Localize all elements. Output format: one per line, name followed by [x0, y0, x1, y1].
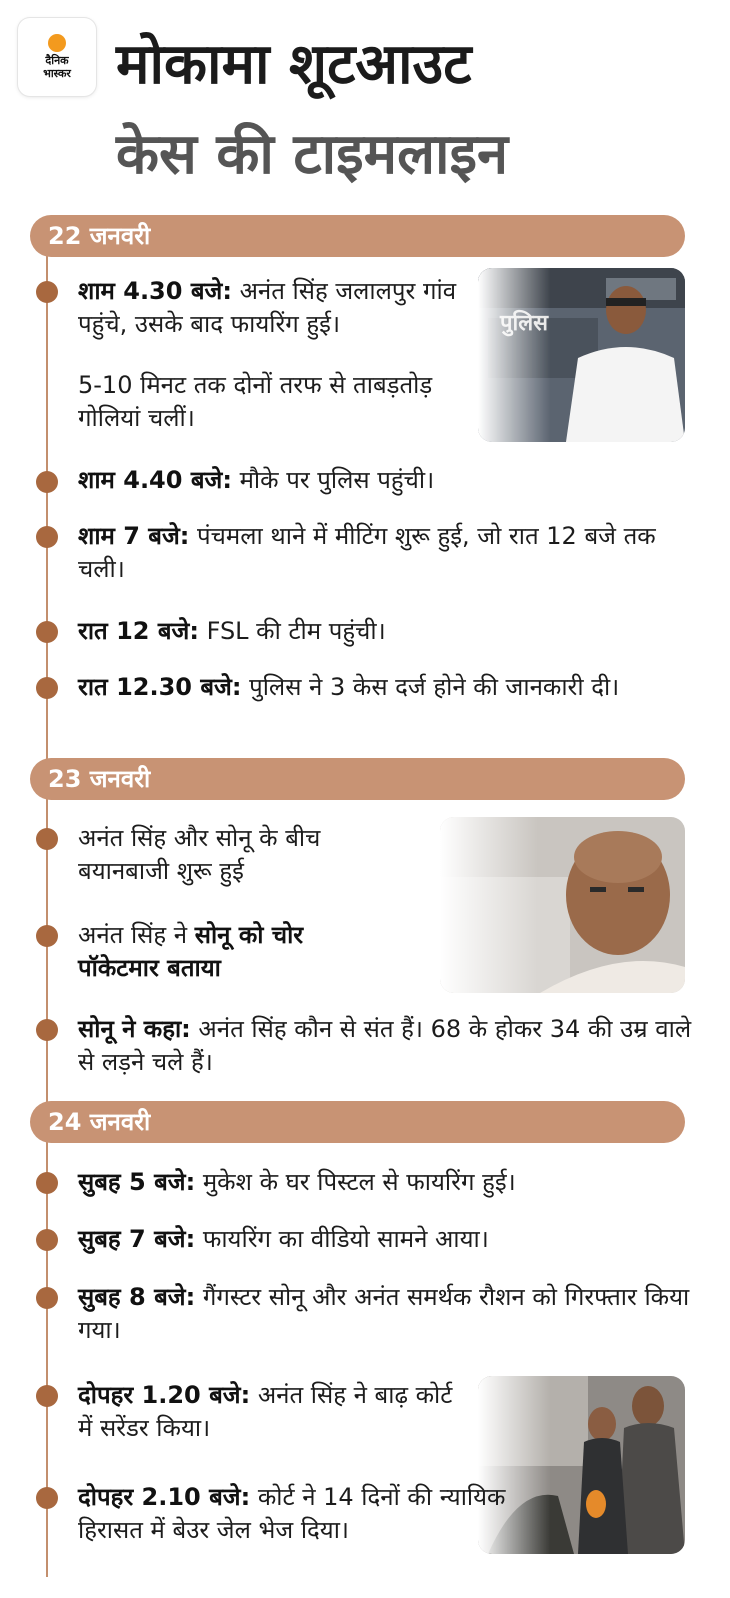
event-text: पुलिस ने 3 केस दर्ज होने की जानकारी दी।: [241, 673, 620, 701]
timeline-dot: [36, 1172, 58, 1194]
event-time: शाम 4.30 बजे:: [78, 277, 232, 305]
timeline-dot: [36, 677, 58, 699]
event-time: शाम 4.40 बजे:: [78, 466, 232, 494]
event-7pm: [78, 520, 698, 586]
event-12-30am: [78, 671, 698, 704]
event-anant-calls-sonu-thief: [78, 919, 388, 985]
timeline-dot: [36, 1487, 58, 1509]
logo-text-line2: भास्कर: [43, 67, 71, 80]
day-header-24-january: 24 जनवरी: [30, 1101, 685, 1143]
event-time: सुबह 5 बजे:: [78, 1168, 196, 1196]
event-2-10pm: [78, 1481, 518, 1547]
event-time: सोनू ने कहा:: [78, 1015, 191, 1043]
event-text: पंचमला थाने में मीटिंग शुरू हुई, जो रात 12 बजे तक चली।: [78, 522, 656, 583]
logo-text-line1: दैनिक: [45, 54, 69, 67]
timeline-dot: [36, 925, 58, 947]
event-text: अनंत सिंह ने: [78, 921, 195, 949]
event-5am: [78, 1166, 698, 1199]
timeline-dot: [36, 621, 58, 643]
event-time: सुबह 7 बजे:: [78, 1225, 196, 1253]
event-time: रात 12 बजे:: [78, 617, 199, 645]
event-4-30pm: [78, 275, 498, 341]
event-text: अनंत सिंह ने बाढ़ कोर्ट में सरेंडर किया।: [78, 1381, 453, 1442]
timeline-dot: [36, 526, 58, 548]
timeline-dot: [36, 281, 58, 303]
event-text: मुकेश के घर पिस्टल से फायरिंग हुई।: [195, 1168, 516, 1196]
event-text: फायरिंग का वीडियो सामने आया।: [195, 1225, 489, 1253]
timeline-dot: [36, 1385, 58, 1407]
page-title-line2: केस की टाइमलाइन: [116, 122, 509, 187]
timeline-line: [46, 232, 48, 1577]
event-text: FSL की टीम पहुंची।: [198, 617, 386, 645]
event-1-20pm: [78, 1379, 458, 1445]
sun-icon: [48, 34, 66, 52]
photo-anant-singh-police-van: [478, 268, 685, 442]
event-time: सुबह 8 बजे:: [78, 1283, 196, 1311]
event-text: मौके पर पुलिस पहुंची।: [231, 466, 435, 494]
event-time: दोपहर 1.20 बजे:: [78, 1381, 251, 1409]
event-12am: [78, 615, 678, 648]
timeline-dot: [36, 1229, 58, 1251]
event-time: शाम 7 बजे:: [78, 522, 190, 550]
event-text: गैंगस्टर सोनू और अनंत समर्थक रौशन को गिरफ्तार किया गया।: [78, 1283, 690, 1344]
event-text: अनंत सिंह कौन से संत हैं। 68 के होकर 34 की उम्र वाले से लड़ने चले हैं।: [78, 1015, 692, 1076]
timeline-dot: [36, 1019, 58, 1041]
dainik-bhaskar-logo: [18, 18, 96, 96]
photo-sonu: [440, 817, 685, 993]
event-4-40pm: [78, 464, 678, 497]
event-text: अनंत सिंह जलालपुर गांव पहुंचे, उसके बाद फायरिंग हुई।: [78, 277, 457, 338]
event-time: दोपहर 2.10 बजे:: [78, 1483, 251, 1511]
timeline-dot: [36, 1287, 58, 1309]
event-7am: [78, 1223, 698, 1256]
event-text-bold: सोनू को चोर पॉकेटमार बताया: [78, 921, 304, 982]
event-8am: [78, 1281, 698, 1347]
timeline-dot: [36, 471, 58, 493]
event-sonu-said: [78, 1013, 708, 1079]
day-header-22-january: 22 जनवरी: [30, 215, 685, 257]
event-4-30pm-detail: 5-10 मिनट तक दोनों तरफ से ताबड़तोड़ गोलियां चलीं।: [78, 371, 433, 432]
event-statement-war: अनंत सिंह और सोनू के बीच बयानबाजी शुरू हुई: [78, 824, 321, 885]
timeline-dot: [36, 828, 58, 850]
event-time: रात 12.30 बजे:: [78, 673, 242, 701]
page-title-line1: मोकामा शूटआउट: [116, 32, 472, 97]
day-header-23-january: 23 जनवरी: [30, 758, 685, 800]
event-text: कोर्ट ने 14 दिनों की न्यायिक हिरासत में बेउर जेल भेज दिया।: [78, 1483, 506, 1544]
